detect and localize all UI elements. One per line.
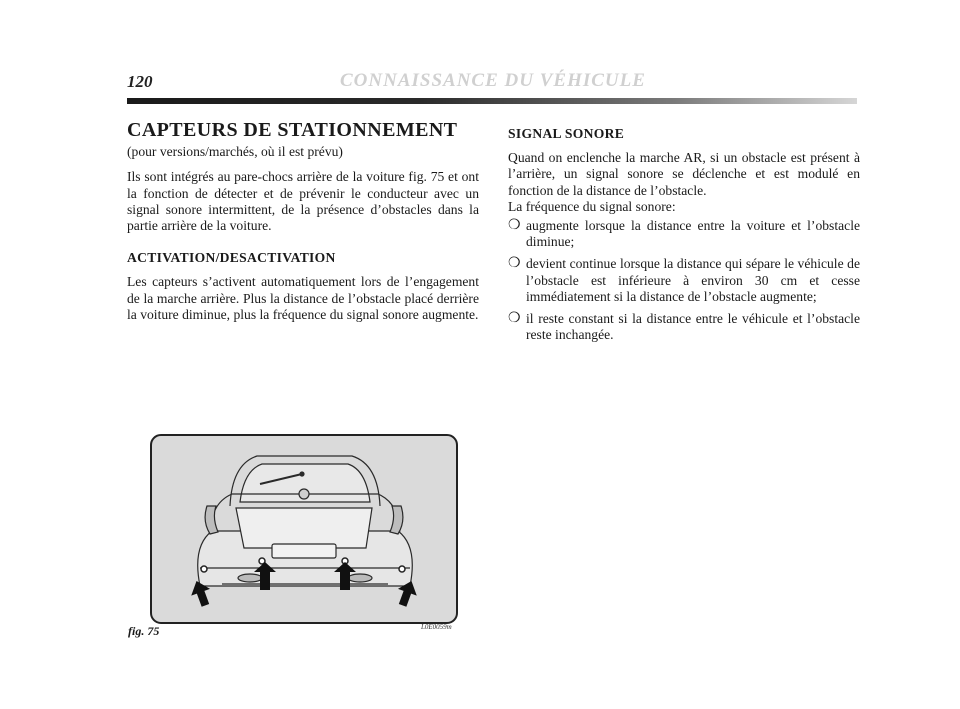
car-rear-illustration bbox=[152, 436, 456, 622]
running-header-title: CONNAISSANCE DU VÉHICULE bbox=[340, 70, 646, 91]
list-item bbox=[508, 218, 860, 250]
availability-note: (pour versions/marchés, où il est prévu) bbox=[127, 144, 343, 160]
header-rule bbox=[127, 98, 857, 104]
right-column bbox=[508, 126, 860, 349]
section-title: CAPTEURS DE STATIONNEMENT bbox=[127, 119, 458, 141]
list-item-text: augmente lorsque la distance entre la voiture et l’obstacle diminue; bbox=[526, 218, 860, 250]
bullet-icon: ❍ bbox=[508, 311, 521, 327]
figure-code: L0E0059m bbox=[421, 623, 452, 631]
left-column bbox=[127, 119, 479, 332]
frequency-list bbox=[508, 218, 860, 343]
list-item bbox=[508, 256, 860, 305]
car-rear-figure bbox=[150, 434, 458, 624]
page-number: 120 bbox=[127, 72, 153, 91]
frequency-label: La fréquence du signal sonore: bbox=[508, 198, 676, 214]
list-item-text: il reste constant si la distance entre le véhicule et l’obstacle reste inchangée. bbox=[526, 311, 860, 343]
bullet-icon: ❍ bbox=[508, 256, 521, 272]
activation-heading: ACTIVATION/DESACTIVATION bbox=[127, 250, 336, 266]
bullet-icon: ❍ bbox=[508, 218, 521, 234]
signal-paragraph: Quand on enclenche la marche AR, si un obstacle est présent à l’arrière, un signal sonore se déclenche et est modulé en fonction de la distance de l’obstacle. bbox=[508, 150, 860, 198]
signal-heading: SIGNAL SONORE bbox=[508, 126, 625, 141]
intro-paragraph: Ils sont intégrés au pare-chocs arrière de la voiture fig. 75 et ont la fonction de détecter et de prévenir le conducteur avec un signal sonore intermittent, de la présence d’obstacles dans la partie arrière de la voiture. bbox=[127, 169, 479, 234]
list-item-text: devient continue lorsque la distance qui sépare le véhicule de l’obstacle est inférieure à environ 30 cm et cesse immédiatement si la distance de l’obstacle augmente; bbox=[526, 256, 860, 304]
figure-label: fig. 75 bbox=[128, 624, 160, 638]
activation-paragraph: Les capteurs s’activent automatiquement lors de l’engagement de la marche arrière. Plus la distance de l’obstacle placé derrière la voiture diminue, plus la fréquence du signal sonore augmente. bbox=[127, 274, 479, 322]
list-item bbox=[508, 311, 860, 343]
